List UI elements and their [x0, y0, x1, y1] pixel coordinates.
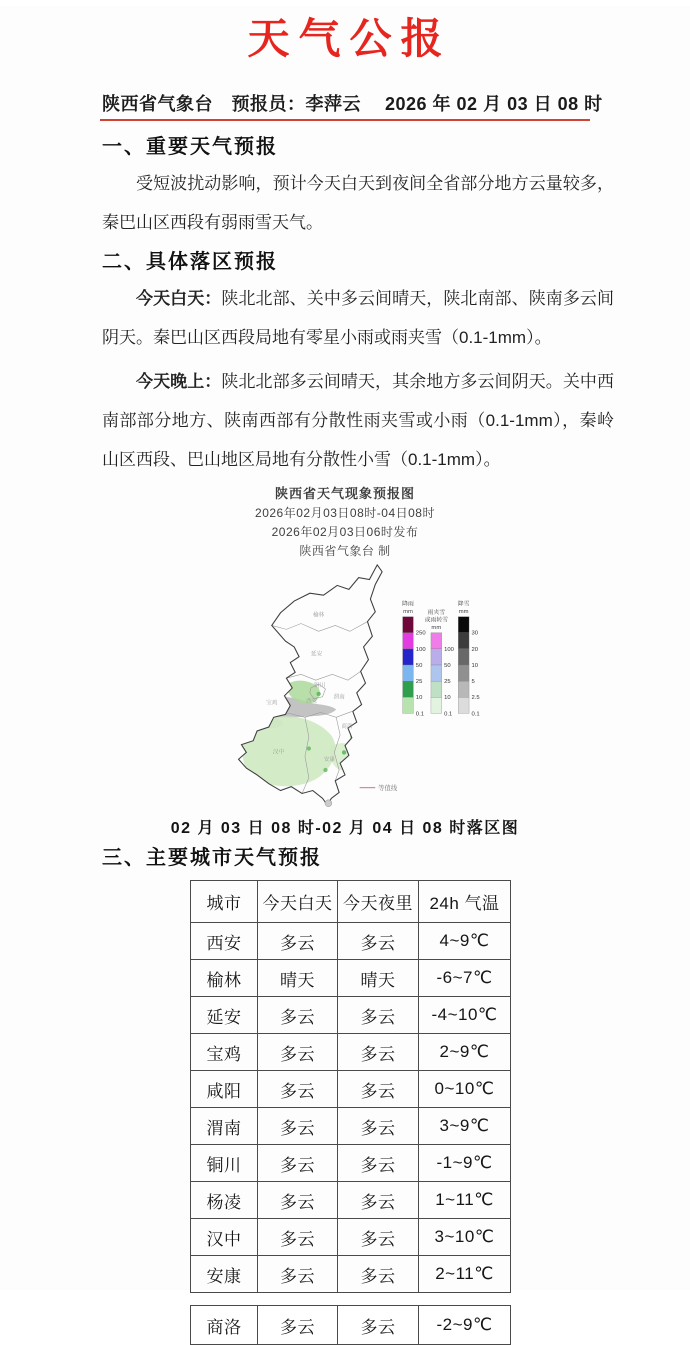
- table-cell: 多云: [338, 1182, 419, 1219]
- table-row: [191, 1071, 511, 1108]
- city-label: 延安: [311, 651, 323, 658]
- table-cell: -6~7℃: [419, 960, 511, 997]
- svg-text:5: 5: [471, 679, 475, 686]
- table-cell: 晴天: [258, 960, 338, 997]
- isoline-legend-label: 等值线: [378, 785, 398, 793]
- map-title: 陕西省天气现象预报图: [274, 486, 415, 501]
- table-cell: 西安: [191, 923, 258, 960]
- rain-light-green-patch-southwest: [242, 716, 335, 786]
- table-cell: 晴天: [338, 960, 419, 997]
- svg-text:50: 50: [444, 662, 451, 669]
- city-label: 安康: [323, 757, 336, 764]
- table-cell: 多云: [258, 1182, 338, 1219]
- table-cell: 杨凌: [191, 1182, 258, 1219]
- table-cell: 宝鸡: [191, 1034, 258, 1071]
- table-cell: 多云: [258, 1034, 338, 1071]
- table-row: [191, 923, 511, 960]
- table-row: [191, 1256, 511, 1293]
- table-cell: 多云: [338, 1306, 419, 1345]
- table-cell: 多云: [338, 1071, 419, 1108]
- svg-text:20: 20: [471, 646, 479, 653]
- city-label: 榆林: [312, 612, 325, 619]
- night-text: 陕北北部多云间晴天，其余地方多云间阴天。关中西南部部分地方、陕南西部有分散性雨夹雪或小雨（0.1-1mm），秦岭山区西段、巴山地区局地有分散性小雪（0.1-1mm）。: [102, 372, 615, 469]
- svg-text:mm: mm: [403, 608, 413, 615]
- svg-text:100: 100: [415, 646, 426, 653]
- svg-text:0.1: 0.1: [444, 711, 453, 718]
- table-cell: 多云: [338, 1108, 419, 1145]
- column-header: 今天白天: [258, 881, 338, 923]
- city-forecast-table: [190, 880, 511, 1293]
- city-label: 宝鸡: [266, 700, 278, 707]
- table-cell: 1~11℃: [419, 1182, 511, 1219]
- svg-text:雨夹雪: 雨夹雪: [427, 610, 446, 617]
- issuer-line: 陕西省气象台 预报员：李萍云 2026 年 02 月 03 日 08 时: [102, 94, 603, 114]
- shaanxi-province-map: [203, 561, 487, 813]
- svg-text:250: 250: [415, 630, 426, 637]
- table-row: [191, 960, 511, 997]
- table-cell: 榆林: [191, 960, 258, 997]
- section-2-heading: 二、具体落区预报: [102, 251, 278, 273]
- section-1-heading: 一、重要天气预报: [102, 136, 278, 158]
- table-cell: 多云: [338, 1034, 419, 1071]
- table-cell: 多云: [258, 1108, 338, 1145]
- map-caption: 02 月 03 日 08 时-02 月 04 日 08 时落区图: [170, 820, 520, 837]
- section-1-paragraph: 受短波扰动影响，预计今天白天到夜间全省部分地方云量较多，秦巴山区西段有弱雨雪天气。: [102, 174, 614, 232]
- table-cell: 多云: [258, 1256, 338, 1293]
- daytime-text: 陕北北部、关中多云间晴天，陕北南部、陕南多云间阴天。秦巴山区西段局地有零星小雨或雨夹雪（0.1-1mm）。: [102, 289, 615, 347]
- night-label: 今天晚上：: [136, 372, 222, 391]
- column-header: 城市: [191, 881, 258, 923]
- table-cell: 多云: [338, 1219, 419, 1256]
- svg-text:100: 100: [444, 646, 454, 653]
- svg-text:0.1: 0.1: [415, 711, 424, 718]
- table-cell: -4~10℃: [419, 997, 511, 1034]
- table-row: [191, 1108, 511, 1145]
- table-cell: 多云: [338, 997, 419, 1034]
- column-header: 24h 气温: [419, 881, 511, 923]
- city-label: 西安: [306, 698, 318, 705]
- table-cell: 3~9℃: [419, 1108, 511, 1145]
- night-forecast-paragraph: [102, 362, 614, 479]
- table-cell: 多云: [338, 1256, 419, 1293]
- svg-text:降雨: 降雨: [402, 601, 414, 608]
- table-cell: 多云: [258, 1306, 338, 1345]
- table-header-row: [191, 881, 511, 923]
- column-header: 今天夜里: [338, 881, 419, 923]
- svg-text:mm: mm: [458, 608, 469, 615]
- svg-text:10: 10: [471, 662, 479, 669]
- table-row: [191, 997, 511, 1034]
- snow-gray-patch: [252, 697, 336, 718]
- city-label: 商洛: [341, 724, 353, 731]
- table-cell: 多云: [258, 997, 338, 1034]
- table-cell: 多云: [258, 923, 338, 960]
- table-cell: 多云: [258, 1219, 338, 1256]
- table-cell: 多云: [338, 923, 419, 960]
- table-cell: 咸阳: [191, 1071, 258, 1108]
- section-3-heading: 三、主要城市天气预报: [102, 847, 322, 869]
- rain-dot: [316, 692, 320, 696]
- svg-text:25: 25: [415, 679, 423, 686]
- table-cell: 延安: [191, 997, 258, 1034]
- map-date-range: 2026年02月03日08时-04日08时: [255, 506, 435, 520]
- south-tip-marker: [325, 800, 332, 807]
- table-cell: 0~10℃: [419, 1071, 511, 1108]
- table-cell: 安康: [191, 1256, 258, 1293]
- city-forecast-table-continued: [190, 1305, 511, 1345]
- isoline-legend: [360, 783, 398, 792]
- legend-rain: [402, 599, 426, 717]
- city-label: 铜川: [313, 683, 326, 689]
- legend-sleet: [425, 608, 455, 717]
- city-label: 汉中: [272, 749, 285, 756]
- map-maker: 陕西省气象台 制: [299, 544, 391, 558]
- legend-snow: [458, 599, 481, 717]
- table-row: [191, 1182, 511, 1219]
- table-row: [191, 1145, 511, 1182]
- svg-text:10: 10: [415, 695, 423, 702]
- table-cell: 2~11℃: [419, 1256, 511, 1293]
- page-title: 天气公报: [247, 15, 452, 62]
- svg-text:30: 30: [471, 630, 479, 637]
- city-label: 渭南: [333, 694, 345, 701]
- svg-text:10: 10: [444, 695, 451, 702]
- table-cell: 多云: [258, 1071, 338, 1108]
- rain-dot: [342, 750, 346, 754]
- table-row: [191, 1306, 511, 1345]
- svg-text:50: 50: [415, 662, 423, 669]
- rain-dot: [323, 768, 327, 772]
- map-issue-time: 2026年02月03日06时发布: [271, 525, 419, 539]
- table-cell: 多云: [338, 1145, 419, 1182]
- table-cell: 2~9℃: [419, 1034, 511, 1071]
- daytime-label: 今天白天：: [136, 289, 222, 308]
- table-cell: 多云: [258, 1145, 338, 1182]
- svg-text:2.5: 2.5: [471, 695, 480, 702]
- svg-text:0.1: 0.1: [471, 711, 480, 718]
- weather-map-block: [0, 483, 690, 838]
- red-underline: [100, 119, 590, 121]
- table-row: [191, 1034, 511, 1071]
- svg-text:25: 25: [444, 679, 451, 686]
- svg-text:mm: mm: [431, 624, 442, 631]
- weather-bulletin-page: [0, 6, 690, 1337]
- rain-dot: [350, 756, 354, 760]
- table-cell: -1~9℃: [419, 1145, 511, 1182]
- table-cell: 4~9℃: [419, 923, 511, 960]
- table-cell: -2~9℃: [419, 1306, 511, 1345]
- map-legend-layer: [402, 599, 480, 717]
- table-cell: 汉中: [191, 1219, 258, 1256]
- table-cell: 铜川: [191, 1145, 258, 1182]
- rain-dot: [307, 746, 311, 750]
- daytime-forecast-paragraph: [102, 279, 614, 357]
- table-cell: 3~10℃: [419, 1219, 511, 1256]
- table-cell: 渭南: [191, 1108, 258, 1145]
- svg-text:降雪: 降雪: [457, 601, 470, 608]
- table-row: [191, 1219, 511, 1256]
- svg-text:或雨转雪: 或雨转雪: [424, 617, 449, 624]
- table-cell: 商洛: [191, 1306, 258, 1345]
